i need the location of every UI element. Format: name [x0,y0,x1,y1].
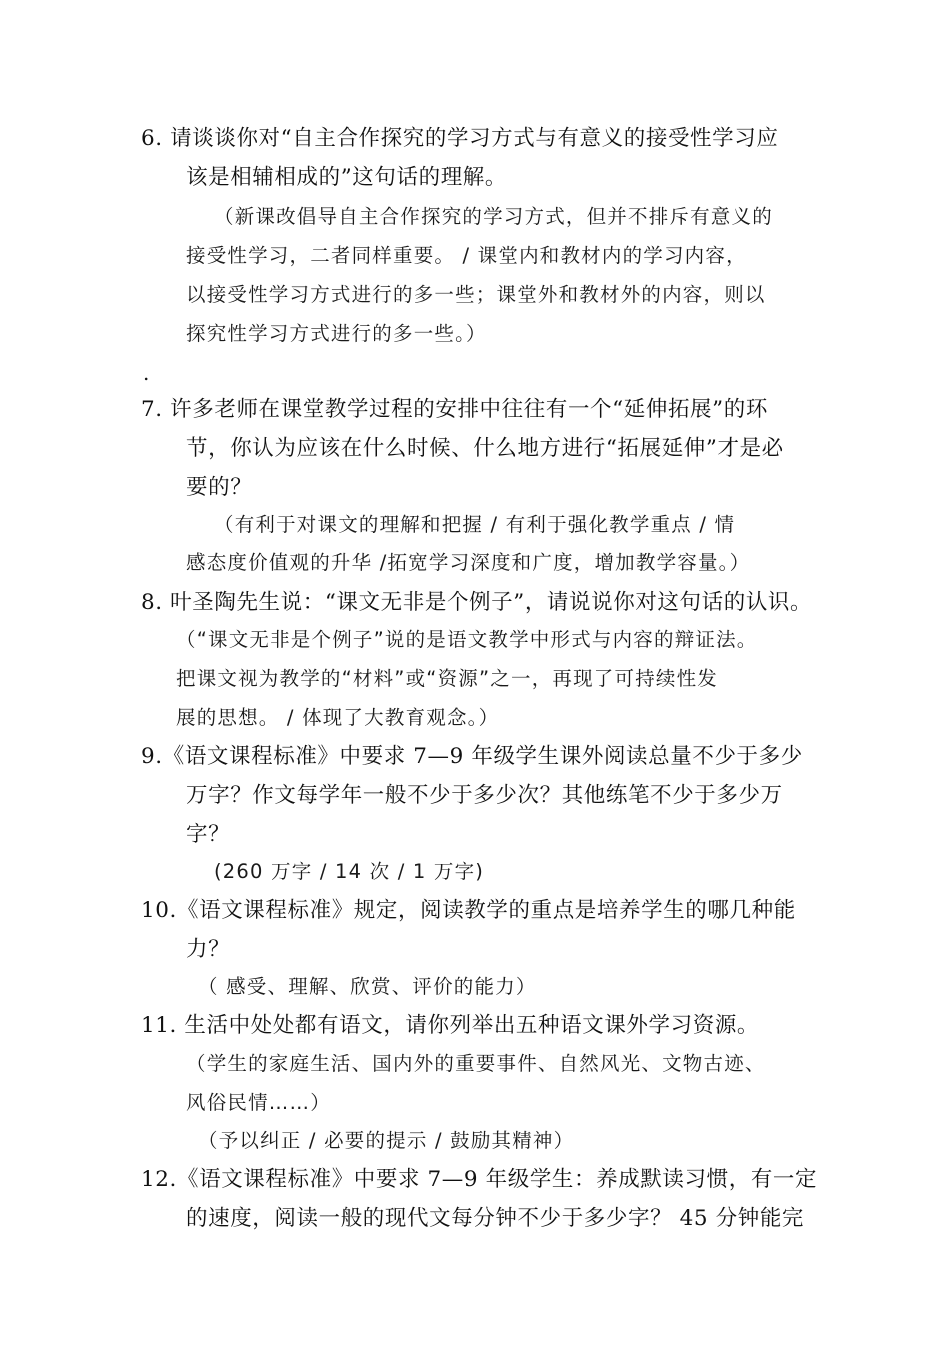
answer-7-line-1: （有利于对课文的理解和把握 / 有利于强化教学重点 / 情 [214,513,736,536]
question-11-line-1: 11. 生活中处处都有语文，请你列举出五种语文课外学习资源。 [141,1013,760,1038]
question-10-line-1: 10.《语文课程标准》规定，阅读教学的重点是培养学生的哪几种能 [141,898,796,923]
answer-10-line-1: （ 感受、理解、欣赏、评价的能力） [198,975,537,998]
answer-6-line-2: 接受性学习，二者同样重要。 / 课堂内和教材内的学习内容， [186,244,747,267]
question-6-line-1: 6. 请谈谈你对“自主合作探究的学习方式与有意义的接受性学习应 [141,126,779,151]
answer-11-line-3: （予以纠正 / 必要的提示 / 鼓励其精神） [198,1129,575,1152]
answer-8-line-3: 展的思想。 / 体现了大教育观念。） [176,706,500,729]
question-12-line-2: 的速度，阅读一般的现代文每分钟不少于多少字？ 45 分钟能完 [186,1206,805,1231]
answer-8-line-1: （“课文无非是个例子”说的是语文教学中形式与内容的辩证法。 [176,628,758,651]
question-10-line-2: 力？ [186,937,231,962]
answer-6-line-4: 探究性学习方式进行的多一些。） [186,322,487,345]
answer-8-line-2: 把课文视为教学的“材料”或“资源”之一，再现了可持续性发 [176,667,719,690]
question-9-line-2: 万字？作文每学年一般不少于多少次？其他练笔不少于多少万 [186,783,783,808]
question-7-line-2: 节，你认为应该在什么时候、什么地方进行“拓展延伸”才是必 [186,436,784,461]
answer-9-line-1: (260 万字 / 14 次 / 1 万字) [214,860,485,883]
answer-6-line-1: （新课改倡导自主合作探究的学习方式，但并不排斥有意义的 [214,205,773,228]
answer-6-line-3: 以接受性学习方式进行的多一些；课堂外和教材外的内容，则以 [186,283,766,306]
question-12-line-1: 12.《语文课程标准》中要求 7—9 年级学生：养成默读习惯，有一定 [141,1167,818,1192]
separator-dot: . [143,361,150,385]
question-6-line-2: 该是相辅相成的”这句话的理解。 [186,165,507,190]
question-8-line-1: 8. 叶圣陶先生说：“课文无非是个例子”，请说说你对这句话的认识。 [141,590,813,615]
answer-11-line-1: （学生的家庭生活、国内外的重要事件、自然风光、文物古迹、 [186,1052,766,1075]
answer-7-line-2: 感态度价值观的升华 /拓宽学习深度和广度，增加教学容量。） [186,551,751,574]
answer-11-line-2: 风俗民情……） [186,1091,331,1114]
question-9-line-3: 字？ [186,822,231,847]
question-7-line-3: 要的？ [186,475,253,500]
question-9-line-1: 9.《语文课程标准》中要求 7—9 年级学生课外阅读总量不少于多少 [141,744,803,769]
question-7-line-1: 7. 许多老师在课堂教学过程的安排中往往有一个“延伸拓展”的环 [141,397,768,422]
